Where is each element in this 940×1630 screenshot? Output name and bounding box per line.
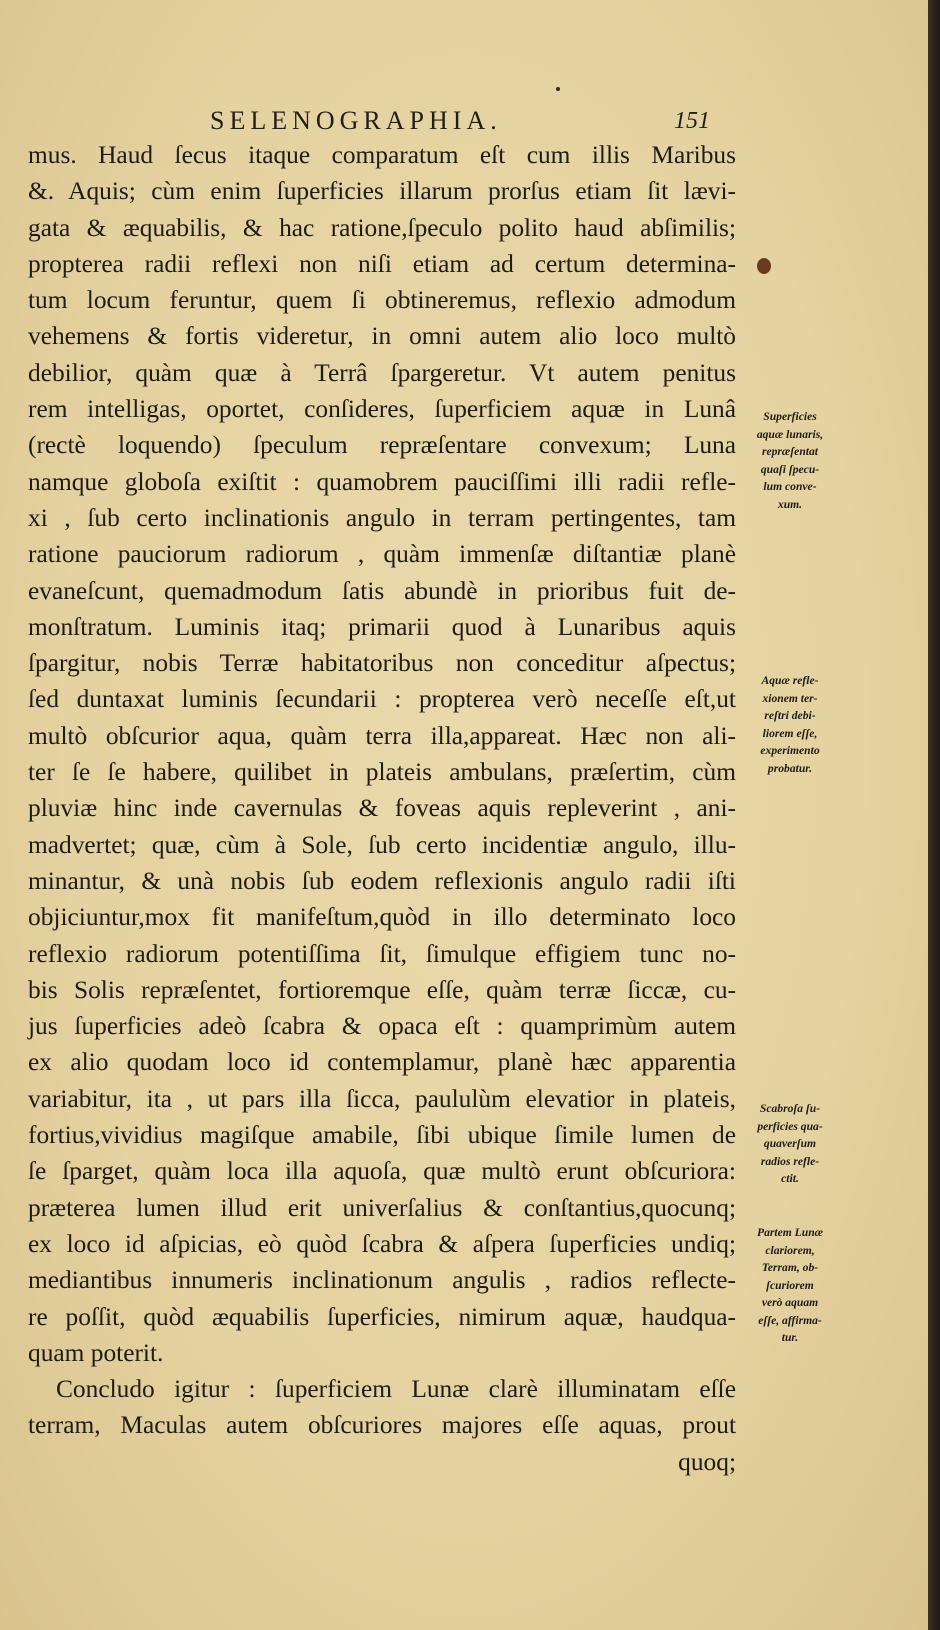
margin-note-line: xionem ter- bbox=[762, 691, 818, 705]
text-line: gata & æquabilis, & hac ratione,ſpeculo polito haud abſimilis; bbox=[28, 213, 736, 242]
text-line: fortius,vividius magiſque amabile, ſibi ubique ſimile lumen de bbox=[28, 1121, 736, 1150]
margin-note-line: quaſi ſpecu- bbox=[760, 462, 820, 476]
ink-stain bbox=[757, 258, 771, 274]
text-line: monſtratum. Luminis itaq; primarii quod à Lunaribus aquis bbox=[28, 612, 736, 641]
running-head bbox=[0, 106, 928, 140]
body-text bbox=[28, 137, 736, 1480]
text-line: jus ſuperficies adeò ſcabra & opaca eſt : quamprimùm autem bbox=[28, 1012, 736, 1041]
margin-note-line: eſſe, affirma- bbox=[758, 1313, 822, 1327]
text-line: vehemens & fortis videretur, in omni autem alio loco multò bbox=[28, 322, 736, 351]
ink-dot bbox=[556, 87, 560, 91]
margin-note-line: tur. bbox=[781, 1331, 799, 1344]
text-line: terram, Maculas autem obſcuriores majores eſſe aquas, prout bbox=[28, 1411, 736, 1440]
text-line: pluviæ hinc inde cavernulas & foveas aquis repleverint , ani- bbox=[28, 794, 736, 823]
margin-note-line: Scabroſa ſu- bbox=[759, 1102, 821, 1115]
text-line: (rectè loquendo) ſpeculum repræſentare convexum; Luna bbox=[28, 431, 736, 460]
text-line: multò obſcurior aqua, quàm terra illa,appareat. Hæc non ali- bbox=[28, 721, 736, 750]
margin-note-water-reflection bbox=[744, 672, 836, 777]
margin-note-line: perficies qua- bbox=[757, 1119, 823, 1133]
text-line: ſpargitur, nobis Terræ habitatoribus non conceditur aſpectus; bbox=[28, 649, 736, 678]
margin-note-line: aquæ lunaris, bbox=[756, 427, 824, 441]
text-line: ratione pauciorum radiorum , quàm immenſæ diſtantiæ planè bbox=[28, 540, 736, 569]
margin-note-line: probatur. bbox=[767, 761, 813, 775]
margin-note-line: ctit. bbox=[781, 1172, 799, 1185]
text-line: quoq; bbox=[678, 1447, 736, 1476]
text-line: rem intelligas, oportet, conſideres, ſuperficiem aquæ in Lunâ bbox=[28, 395, 736, 424]
text-line: mediantibus innumeris inclinationum angulis , radios reflecte- bbox=[28, 1266, 736, 1295]
text-line: Concludo igitur : ſuperficiem Lunæ clarè illuminatam eſſe bbox=[56, 1375, 736, 1404]
text-line: propterea radii reflexi non niſi etiam ad certum determina- bbox=[28, 249, 736, 278]
page-edge bbox=[928, 0, 940, 1630]
text-line: debilior, quàm quæ à Terrâ ſpargeretur. Vt autem penitus bbox=[28, 358, 736, 387]
text-line: tum locum feruntur, quem ſi obtineremus, reflexio admodum bbox=[28, 286, 736, 315]
margin-note-line: quaverſum bbox=[763, 1137, 817, 1150]
margin-note-line: Terram, ob- bbox=[761, 1261, 819, 1274]
page-number: 151 bbox=[674, 108, 710, 134]
margin-note-line: repræſentat bbox=[761, 445, 819, 458]
margin-note-line: Aquæ refle- bbox=[761, 674, 819, 687]
running-head-title: SELENOGRAPHIA. bbox=[210, 106, 502, 135]
text-line: &. Aquis; cùm enim ſuperficies illarum prorſus etiam ſit lævi- bbox=[28, 177, 736, 206]
margin-note-line: radios refle- bbox=[760, 1154, 820, 1168]
text-line: xi , ſub certo inclinationis angulo in terram pertingentes, tam bbox=[28, 503, 736, 532]
margin-note-line: Partem Lunæ bbox=[756, 1226, 824, 1239]
margin-note-land-and-water bbox=[744, 1224, 836, 1347]
text-line: ex loco id aſpicias, eò quòd ſcabra & aſpera ſuperficies undiq; bbox=[28, 1229, 736, 1258]
margin-note-rough-surface bbox=[744, 1100, 836, 1188]
text-line: minantur, & unà nobis ſub eodem reflexionis angulo radii iſti bbox=[28, 866, 736, 895]
text-line: objiciuntur,mox fit manifeſtum,quòd in illo determinato loco bbox=[28, 903, 736, 932]
text-line: ſe ſparget, quàm loca illa aquoſa, quæ multò erunt obſcuriora: bbox=[28, 1157, 736, 1186]
margin-note-line: clariorem, bbox=[765, 1243, 815, 1257]
margin-note-line: Superficies bbox=[763, 410, 817, 423]
text-line: quam poterit. bbox=[28, 1338, 164, 1367]
margin-note-line: lum conve- bbox=[763, 480, 817, 493]
text-line: variabitur, ita , ut pars illa ſicca, paululùm elevatior in plateis, bbox=[28, 1084, 736, 1113]
margin-note-line: reſtri debi- bbox=[764, 709, 816, 722]
text-line: ter ſe ſe habere, quilibet in plateis ambulans, præſertim, cùm bbox=[28, 758, 736, 787]
text-line: ex alio quodam loco id contemplamur, planè hæc apparentia bbox=[28, 1048, 736, 1077]
text-line: bis Solis repræſentet, fortioremque eſſe, quàm terræ ſiccæ, cu- bbox=[28, 975, 736, 1004]
text-line: namque globoſa exiſtit : quamobrem pauciſſimi illi radii refle- bbox=[28, 467, 736, 496]
margin-note-line: experimento bbox=[760, 744, 820, 757]
margin-note-water-mirror bbox=[744, 408, 836, 513]
margin-note-line: ſcuriorem bbox=[766, 1278, 814, 1292]
text-line: evaneſcunt, quemadmodum ſatis abundè in prioribus fuit de- bbox=[28, 576, 736, 605]
text-line: præterea lumen illud erit univerſalius & conſtantius,quocunq; bbox=[28, 1193, 736, 1222]
text-line: mus. Haud ſecus itaque comparatum eſt cum illis Maribus bbox=[28, 141, 736, 169]
text-line: re poſſit, quòd æquabilis ſuperficies, nimirum aquæ, haudqua- bbox=[28, 1302, 736, 1331]
text-line: reflexio radiorum potentiſſima ſit, ſimulque effigiem tunc no- bbox=[28, 939, 736, 968]
text-line: madvertet; quæ, cùm à Sole, ſub certo incidentiæ angulo, illu- bbox=[28, 830, 736, 859]
margin-note-line: liorem eſſe, bbox=[762, 726, 818, 740]
margin-note-line: verò aquam bbox=[761, 1296, 819, 1309]
text-line: ſed duntaxat luminis ſecundarii : propterea verò neceſſe eſt,ut bbox=[28, 685, 736, 714]
margin-note-line: xum. bbox=[777, 497, 803, 511]
